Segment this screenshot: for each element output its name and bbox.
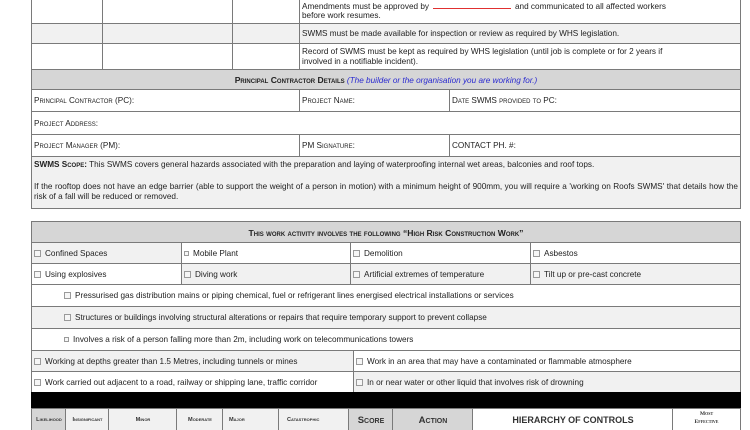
top-row-3-col-b (102, 43, 234, 70)
hrcw-structures[interactable] (31, 306, 741, 329)
project-name-field[interactable] (299, 89, 451, 112)
swms-record-cell (299, 43, 741, 70)
checkbox-icon[interactable] (184, 271, 191, 278)
top-row-1-col-c (232, 0, 301, 24)
hrcw-label: Tilt up or pre-cast concrete (544, 270, 642, 279)
col-minor (108, 408, 178, 430)
high-risk-header (31, 221, 741, 243)
checkbox-icon[interactable] (356, 379, 363, 386)
hrcw-near-water[interactable] (353, 371, 741, 393)
principal-contractor-title: Principal Contractor Details (234, 75, 345, 85)
swms-availability-cell (299, 23, 741, 44)
checkbox-icon[interactable] (533, 250, 540, 257)
hrcw-label: Work carried out adjacent to a road, railway or shipping lane, traffic corridor (45, 378, 318, 387)
col-likelihood (31, 408, 67, 430)
high-risk-title: This work activity involves the following “High Risk Construction Work” (248, 228, 524, 238)
col-catastrophic-label: Catastrophic (287, 417, 320, 423)
hrcw-label: Using explosives (45, 270, 107, 279)
checkbox-icon[interactable] (34, 250, 41, 257)
top-row-3-col-c (232, 43, 301, 70)
hrcw-confined-spaces[interactable] (31, 242, 183, 264)
checkbox-icon[interactable] (64, 314, 71, 321)
principal-contractor-field[interactable] (31, 89, 301, 112)
amendments-text-before: Amendments must be approved by (302, 2, 429, 11)
swms-record-text: Record of SWMS must be kept as required by WHS legislation (until job is complete or for 2 years if (302, 47, 663, 56)
col-score (348, 408, 394, 430)
checkbox-icon[interactable] (533, 271, 540, 278)
swms-scope-label: SWMS Scope: (34, 160, 87, 169)
col-likelihood-label: Likelihood (36, 417, 62, 423)
top-row-2-col-c (232, 23, 301, 44)
col-major (222, 408, 280, 430)
hrcw-demolition[interactable] (350, 242, 532, 264)
col-score-label: Score (357, 415, 385, 426)
checkbox-icon[interactable] (34, 358, 41, 365)
hrcw-tilt-up[interactable] (530, 263, 741, 285)
hrcw-mobile-plant[interactable] (181, 242, 352, 264)
pm-signature-label: PM Signature: (302, 141, 355, 150)
col-hierarchy-of-controls (472, 408, 674, 430)
col-most-effective (672, 408, 741, 430)
hrcw-label: Asbestos (544, 249, 578, 258)
col-effective-label: Effective (694, 419, 719, 425)
contact-phone-field[interactable] (449, 134, 741, 157)
hrcw-using-explosives[interactable] (31, 263, 183, 285)
project-name-label: Project Name: (302, 96, 355, 105)
swms-scope-cell (31, 156, 741, 209)
swms-availability-text: SWMS must be made available for inspection or review as required by WHS legislation. (302, 29, 620, 38)
hrcw-label: Working at depths greater than 1.5 Metres, including tunnels or mines (45, 357, 298, 366)
checkbox-icon[interactable] (356, 358, 363, 365)
swms-scope-text: This SWMS covers general hazards associated with the preparation and laying of waterproofing internal wet areas, balconies and roof tops. (89, 160, 595, 169)
amendments-text-after: and communicated to all affected workers (514, 2, 666, 11)
col-moderate-label: Moderate (188, 417, 212, 423)
principal-contractor-subtitle: (The builder or the organisation you are working for.) (346, 76, 538, 85)
hrcw-falling-2m[interactable] (31, 328, 741, 351)
hrcw-label: In or near water or other liquid that involves risk of drowning (367, 378, 584, 387)
col-catastrophic (278, 408, 350, 430)
col-most-label: Most (699, 411, 714, 417)
date-provided-field[interactable] (449, 89, 741, 112)
checkbox-icon[interactable] (184, 251, 189, 256)
top-row-3-col-a (31, 43, 104, 70)
checkbox-icon[interactable] (34, 271, 41, 278)
project-address-label: Project Address: (34, 119, 99, 128)
hrcw-road-railway[interactable] (31, 371, 355, 393)
hrcw-label: Confined Spaces (45, 249, 108, 258)
col-minor-label: Minor (135, 417, 151, 423)
hrcw-label: Artificial extremes of temperature (364, 270, 485, 279)
section-divider-bar (31, 392, 741, 409)
hrcw-diving-work[interactable] (181, 263, 352, 285)
hrcw-label: Structures or buildings involving structural alterations or repairs that require temporary support to prevent collapse (75, 313, 487, 322)
hrcw-label: Involves a risk of a person falling more than 2m, including work on telecommunications towers (73, 335, 414, 344)
principal-contractor-header (31, 69, 741, 90)
hrcw-label: Diving work (195, 270, 238, 279)
hrcw-depths[interactable] (31, 350, 355, 372)
top-row-2-col-a (31, 23, 104, 44)
top-row-1-col-b (102, 0, 234, 24)
col-insignificant (65, 408, 110, 430)
hrcw-label: Work in an area that may have a contaminated or flammable atmosphere (367, 357, 632, 366)
project-address-field[interactable] (31, 111, 741, 135)
col-moderate (176, 408, 224, 430)
project-manager-label: Project Manager (PM): (34, 141, 121, 150)
checkbox-icon[interactable] (353, 250, 360, 257)
col-action-label: Action (418, 415, 448, 426)
col-insignificant-label: Insignificant (72, 417, 103, 423)
swms-scope-note: If the rooftop does not have an edge barrier (able to support the weight of a person in motion) with a minimum height of 900mm, you will require a 'working on Roofs SWMS' that details how the risk of a fall will be reduced or removed. (34, 182, 738, 201)
date-provided-label: Date SWMS provided to PC: (452, 96, 557, 105)
approver-blank-field[interactable] (433, 1, 511, 9)
contact-phone-label: CONTACT PH. #: (452, 141, 516, 150)
hrcw-pressurised-gas[interactable] (31, 284, 741, 307)
col-action (392, 408, 474, 430)
checkbox-icon[interactable] (353, 271, 360, 278)
col-major-label: Major (229, 417, 245, 423)
hrcw-asbestos[interactable] (530, 242, 741, 264)
swms-record-line2: involved in a notifiable incident). (302, 57, 419, 66)
top-row-2-col-b (102, 23, 234, 44)
hrcw-label: Pressurised gas distribution mains or piping chemical, fuel or refrigerant lines energised electrical installations or services (75, 291, 514, 300)
pm-signature-field[interactable] (299, 134, 451, 157)
hrcw-label: Mobile Plant (193, 249, 239, 258)
amendments-line2: before work resumes. (302, 11, 381, 20)
top-row-1-col-a (31, 0, 104, 24)
checkbox-icon[interactable] (64, 292, 71, 299)
principal-contractor-label: Principal Contractor (PC): (34, 96, 135, 105)
hrcw-label: Demolition (364, 249, 403, 258)
hrcw-contaminated-atmosphere[interactable] (353, 350, 741, 372)
checkbox-icon[interactable] (34, 379, 41, 386)
amendments-cell (299, 0, 741, 24)
project-manager-field[interactable] (31, 134, 301, 157)
hrcw-artificial-extremes[interactable] (350, 263, 532, 285)
checkbox-icon[interactable] (64, 337, 69, 342)
col-hierarchy-label: HIERARCHY OF CONTROLS (512, 415, 634, 425)
